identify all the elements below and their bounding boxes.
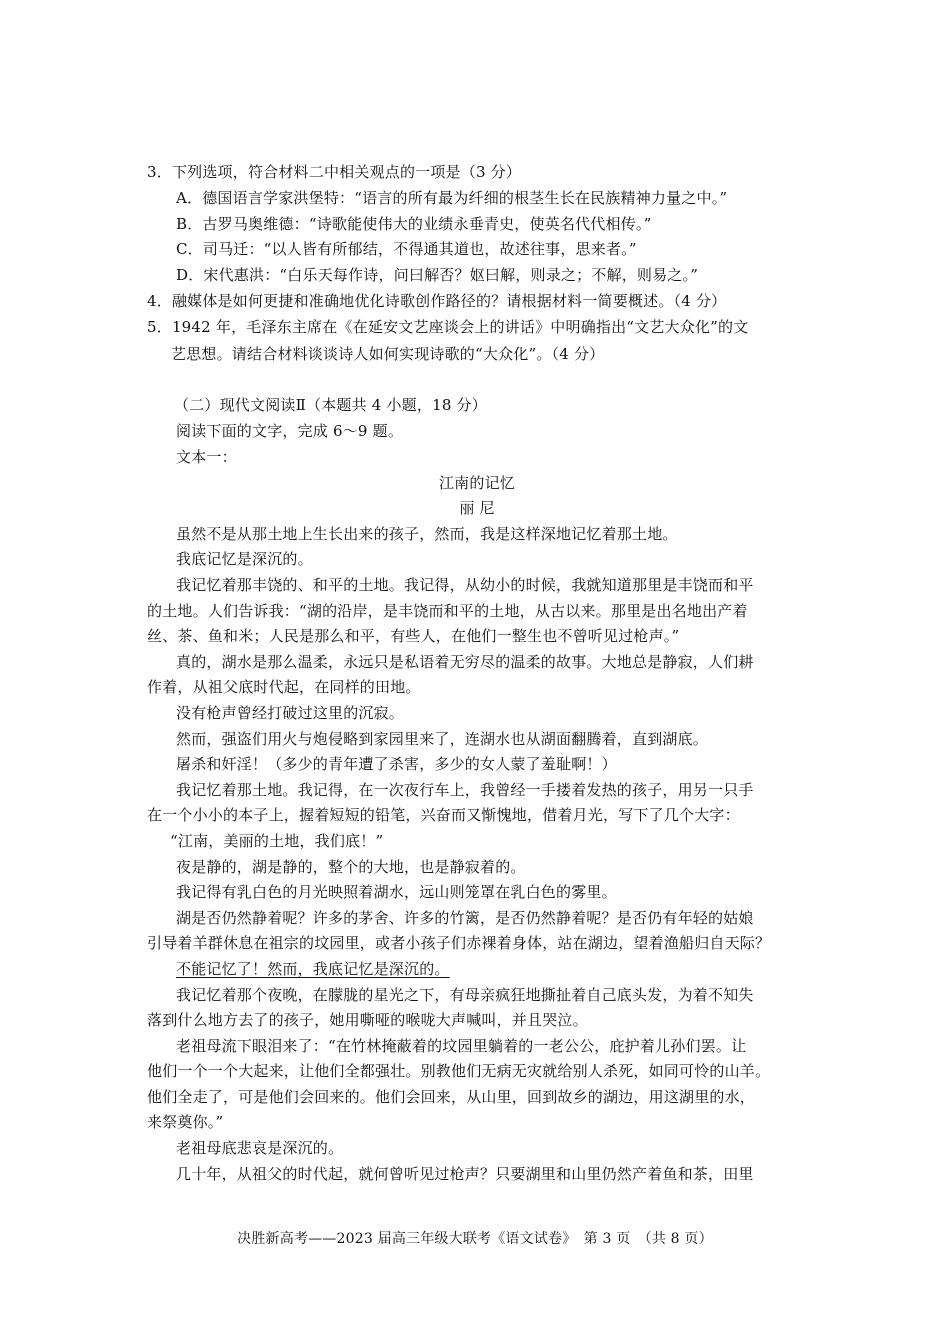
article-line: 我记忆着那丰饶的、和平的土地。我记得，从幼小的时候，我就知道那里是丰饶而和平 [176,576,754,594]
article-line: 在一个小小的本子上，握着短短的铅笔，兴奋而又惭愧地，借着月光，写下了几个大字： [147,806,740,824]
article-line: 我记忆着那土地。我记得，在一次夜行车上，我曾经一手搂着发热的孩子，用另一只手 [176,781,754,799]
article-line: 他们全走了，可是他们会回来的。他们会回来，从山里，回到故乡的湖边，用这湖里的水， [147,1088,756,1106]
article-author: 丽 尼 [459,499,495,517]
article-line: 没有枪声曾经打破过这里的沉寂。 [176,704,405,722]
question-3-option-d: D．宋代惠洪：“白乐天每作诗，问曰解否？妪曰解，则录之；不解，则易之。” [176,266,699,284]
question-4: 4．融媒体是如何更捷和准确地优化诗歌创作路径的？请根据材料一简要概述。（4 分） [147,292,727,310]
question-3-option-a: A．德国语言学家洪堡特：“语言的所有最为纤细的根茎生长在民族精神力量之中。” [176,189,728,207]
section-heading: （二）现代文阅读Ⅱ（本题共 4 小题，18 分） [174,396,487,414]
article-line: 湖是否仍然静着呢？许多的茅舍、许多的竹篱，是否仍然静着呢？是否仍有年轻的姑娘 [176,909,754,927]
article-line: 老祖母底悲哀是深沉的。 [176,1139,344,1157]
page-footer: 决胜新高考——2023 届高三年级大联考《语文试卷》 第 3 页 （共 8 页） [237,1231,713,1247]
text-label: 文本一： [176,448,237,466]
article-title: 江南的记忆 [438,474,515,492]
article-line: 落到什么地方去了的孩子，她用嘶哑的喉咙大声喊叫，并且哭泣。 [147,1011,588,1029]
article-line: “江南，美丽的土地，我们底！” [170,832,384,850]
article-line: 真的，湖水是那么温柔，永远只是私语着无穷尽的温柔的故事。大地总是静寂，人们耕 [176,653,754,671]
article-line: 夜是静的，湖是静的，整个的大地，也是静寂着的。 [176,858,526,876]
article-line: 来祭奠你。” [147,1113,224,1131]
article-line: 老祖母流下眼泪来了：“在竹林掩蔽着的坟园里躺着的一老公公，庇护着儿孙们罢。让 [176,1037,747,1055]
article-line: 的土地。人们告诉我：“湖的沿岸，是丰饶而和平的土地，从古以来。那里是出名地出产着 [147,602,748,620]
article-line: 引导着羊群休息在祖宗的坟园里，或者小孩子们赤裸着身体，站在湖边，望着渔船归自天际？ [147,934,771,952]
article-line: 几十年，从祖父的时代起，就何曾听见过枪声？只要湖里和山里仍然产着鱼和茶，田里 [176,1165,754,1183]
article-line-underlined [176,959,836,979]
underlined-sentence: 不能记忆了！然而，我底记忆是深沉的。 [176,960,450,978]
question-5-line-1: 5．1942 年，毛泽东主席在《在延安文艺座谈会上的讲话》中明确指出“文艺大众化”的文 [147,318,749,336]
article-line: 丝、茶、鱼和米；人民是那么和平，有些人，在他们一整生也不曾听见过枪声。” [147,627,680,645]
article-line: 虽然不是从那土地上生长出来的孩子，然而，我是这样深地记忆着那土地。 [176,525,678,543]
article-line: 我记得有乳白色的月光映照着湖水，远山则笼罩在乳白色的雾里。 [176,883,617,901]
question-3-option-b: B．古罗马奥维德：“诗歌能使伟大的业绩永垂青史，使英名代代相传。” [176,215,652,233]
article-line: 然而，强盗们用火与炮侵略到家园里来了，连湖水也从湖面翻腾着，直到湖底。 [176,730,709,748]
question-5-line-2: 艺思想。请结合材料谈谈诗人如何实现诗歌的“大众化”。（4 分） [171,345,605,363]
article-line: 屠杀和奸淫！（多少的青年遭了杀害，多少的女人蒙了羞耻啊！） [176,755,617,773]
article-line: 作着，从祖父底时代起，在同样的田地。 [147,678,421,696]
question-3-stem: 3．下列选项，符合材料二中相关观点的一项是（3 分） [147,163,522,181]
section-instruction: 阅读下面的文字，完成 6～9 题。 [176,422,404,440]
article-line: 我底记忆是深沉的。 [176,550,313,568]
article-line: 他们一个一个大起来，让他们全都强壮。别教他们无病无灾就给别人杀死，如同可怜的山羊。 [147,1062,771,1080]
article-line: 我记忆着那个夜晚，在朦胧的星光之下，有母亲疯狂地撕扯着自己底头发，为着不知失 [176,986,754,1004]
question-3-option-c: C．司马迁：“以人皆有所郁结，不得通其道也，故述往事，思来者。” [176,240,637,258]
